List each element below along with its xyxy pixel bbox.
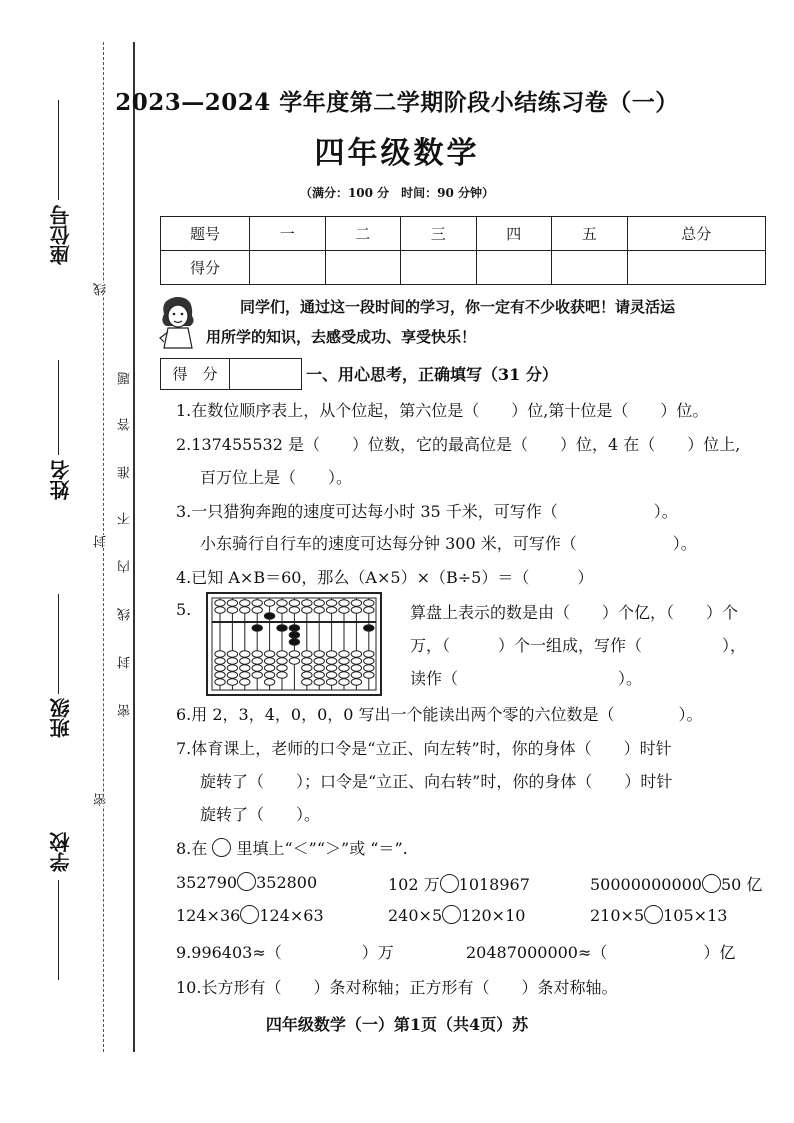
abacus-bead (314, 665, 324, 671)
abacus-bead (289, 600, 299, 606)
abacus-bead (264, 665, 274, 671)
abacus-bead (240, 600, 250, 606)
abacus-bead (264, 658, 274, 664)
score-table-cell: 二 (325, 217, 401, 251)
section-score-box (160, 358, 302, 390)
abacus-bead (215, 672, 225, 678)
compare-circle-input[interactable] (440, 874, 459, 893)
question-7-line-1: 7.体育课上，老师的口令是“立正、向左转”时，你的身体（ ）时针 (176, 739, 672, 758)
compare-circle-icon (212, 838, 231, 857)
abacus-bead (351, 651, 361, 657)
abacus-bead (215, 679, 225, 685)
abacus-bead (252, 665, 262, 671)
abacus-bead (326, 672, 336, 678)
abacus-bead (289, 632, 299, 638)
abacus-bead (326, 607, 336, 613)
abacus-bead (277, 600, 287, 606)
question-2-line-2: 百万位上是（ ）。 (200, 468, 353, 487)
abacus-bead (264, 672, 274, 678)
abacus-bead (264, 600, 274, 606)
abacus-bead (289, 639, 299, 645)
compare-right: 124×63 (259, 906, 324, 925)
question-8-instruction (176, 836, 408, 859)
question-4: 4.已知 A×B＝60，那么（A×5）×（B÷5）＝（ ） (176, 568, 594, 587)
score-blank[interactable] (627, 251, 765, 285)
compare-left: 210×5 (590, 906, 645, 925)
abacus-bead (252, 672, 262, 678)
abacus-bead (302, 665, 312, 671)
question-2-line-1: 2.137455532 是（ ）位数，它的最高位是（ ）位，4 在（ ）位上, (176, 435, 741, 454)
abacus-bead (215, 665, 225, 671)
question-3-line-1: 3.一只猎狗奔跑的速度可达每小时 35 千米，可写作（ ）。 (176, 502, 678, 521)
abacus-bead (314, 679, 324, 685)
compare-item (176, 872, 317, 892)
name-blank (58, 360, 59, 455)
abacus-bead (227, 672, 237, 678)
compare-item (388, 872, 530, 895)
question-8-suffix: 里填上“＜”“＞”或 “＝”. (236, 839, 408, 858)
abacus-bead (289, 625, 299, 631)
intro-text (206, 292, 770, 352)
question-5-line-2: 万，（ ）个一组成，写作（ ）， (410, 636, 747, 655)
compare-right: 120×10 (461, 906, 526, 925)
score-table-cell: 五 (552, 217, 628, 251)
abacus-bead (302, 658, 312, 664)
compare-left: 240×5 (388, 906, 443, 925)
seat-number-label: 座位号 (49, 205, 73, 265)
abacus-bead (364, 651, 374, 657)
abacus-bead (314, 672, 324, 678)
abacus-bead (277, 651, 287, 657)
question-1: 1.在数位顺序表上，从个位起，第六位是（ ）位,第十位是（ ）位。 (176, 401, 709, 420)
question-8-prefix: 8.在 (176, 839, 208, 858)
warning-char: 答 (118, 418, 133, 431)
abacus-bead (215, 658, 225, 664)
abacus-bead (364, 600, 374, 606)
compare-left: 50000000000 (590, 875, 702, 894)
abacus-bead (289, 651, 299, 657)
abacus-bead (240, 672, 250, 678)
score-table-cell: 一 (250, 217, 326, 251)
abacus-figure (206, 592, 382, 696)
abacus-bead (252, 658, 262, 664)
abacus-bead (351, 665, 361, 671)
abacus-bead (277, 658, 287, 664)
warning-char: 题 (118, 372, 133, 385)
abacus-bead (364, 607, 374, 613)
abacus-bead (240, 665, 250, 671)
class-label: 班级 (49, 698, 73, 738)
abacus-bead (240, 607, 250, 613)
abacus-bead (364, 625, 374, 631)
compare-circle-input[interactable] (644, 905, 663, 924)
score-blank[interactable] (401, 251, 477, 285)
abacus-bead (252, 651, 262, 657)
abacus-bead (227, 679, 237, 685)
name-label: 姓名 (49, 460, 73, 500)
score-table-cell: 题号 (161, 217, 250, 251)
compare-circle-input[interactable] (702, 874, 721, 893)
intro-line-1: 同学们，通过这一段时间的学习，你一定有不少收获吧！请灵活运 (240, 298, 676, 316)
section-score-label: 得 分 (161, 359, 230, 389)
abacus-bead (339, 651, 349, 657)
question-7-line-2: 旋转了（ ）；口令是“立正、向右转”时，你的身体（ ）时针 (200, 772, 673, 791)
warning-char: 密 (118, 704, 133, 717)
abacus-bead (302, 679, 312, 685)
score-blank[interactable] (325, 251, 401, 285)
score-table-cell: 总分 (627, 217, 765, 251)
abacus-bead (277, 607, 287, 613)
page-footer: 四年级数学（一）第1页（共4页）苏 (265, 1015, 529, 1034)
abacus-rods (215, 598, 374, 690)
question-9-part-2: 20487000000≈（ ）亿 (466, 943, 736, 962)
abacus-bead (351, 679, 361, 685)
abacus-bead (326, 658, 336, 664)
abacus-bead (252, 600, 262, 606)
score-table-cell: 四 (476, 217, 552, 251)
compare-item (388, 905, 525, 925)
compare-right: 1018967 (458, 875, 530, 894)
warning-char: 准 (118, 466, 133, 479)
abacus-bead (240, 679, 250, 685)
abacus-bead (339, 607, 349, 613)
score-table-header-row (161, 217, 766, 251)
score-blank[interactable] (476, 251, 552, 285)
abacus-bead (314, 607, 324, 613)
abacus-bead (351, 658, 361, 664)
abacus-bead (240, 658, 250, 664)
girl-cartoon-icon (156, 292, 200, 350)
question-10: 10.长方形有（ ）条对称轴；正方形有（ ）条对称轴。 (176, 978, 618, 997)
abacus-bead (364, 672, 374, 678)
question-3-line-2: 小东骑行自行车的速度可达每分钟 300 米，可写作（ ）。 (200, 534, 697, 553)
warning-char: 内 (118, 560, 133, 573)
compare-item (590, 905, 727, 925)
section-title: 一、用心思考，正确填写（31 分） (306, 365, 558, 384)
abacus-bead (277, 672, 287, 678)
abacus-bead (339, 658, 349, 664)
abacus-bead (289, 607, 299, 613)
abacus-bead (227, 600, 237, 606)
compare-right: 105×13 (663, 906, 728, 925)
exam-meta: （满分：100 分 时间：90 分钟） (299, 186, 495, 200)
abacus-bead (215, 651, 225, 657)
compare-circle-input[interactable] (240, 905, 259, 924)
question-5-number: 5. (176, 600, 192, 619)
abacus-bead (227, 651, 237, 657)
school-blank (58, 880, 59, 980)
exam-title: 2023—2024 学年度第二学期阶段小结练习卷（一） (115, 89, 679, 116)
abacus-bead (302, 672, 312, 678)
warning-char: 封 (118, 656, 133, 669)
abacus-bead (326, 679, 336, 685)
class-blank (58, 594, 59, 694)
compare-right: 352800 (256, 873, 318, 892)
abacus-bead (240, 651, 250, 657)
abacus-bead (289, 658, 299, 664)
intro-line-2: 用所学的知识，去感受成功、享受快乐！ (206, 328, 477, 346)
abacus-bead (302, 600, 312, 606)
abacus-bead (314, 600, 324, 606)
compare-circle-input[interactable] (237, 872, 256, 891)
exam-subject: 四年级数学 (314, 136, 480, 171)
abacus-bead (351, 600, 361, 606)
abacus-bead (339, 665, 349, 671)
compare-left: 352790 (176, 873, 238, 892)
question-9-part-1: 9.996403≈（ ）万 (176, 943, 394, 962)
school-label: 学校 (49, 832, 73, 872)
abacus-bead (302, 607, 312, 613)
compare-circle-input[interactable] (442, 905, 461, 924)
compare-item (590, 872, 762, 895)
seal-secret-char: 密 (94, 793, 109, 806)
abacus-bead (339, 672, 349, 678)
abacus-bead (227, 658, 237, 664)
abacus-bead (227, 607, 237, 613)
abacus-bead (264, 613, 274, 619)
abacus-bead (252, 607, 262, 613)
abacus-bead (326, 600, 336, 606)
score-table (160, 216, 766, 285)
abacus-bead (277, 665, 287, 671)
abacus-bead (351, 607, 361, 613)
warning-char: 线 (118, 608, 133, 621)
warning-char: 不 (118, 512, 133, 525)
abacus-bead (326, 651, 336, 657)
abacus-bead (302, 651, 312, 657)
abacus-bead (264, 651, 274, 657)
compare-right: 50 亿 (720, 875, 763, 894)
score-table-score-row (161, 251, 766, 285)
abacus-bead (264, 679, 274, 685)
compare-left: 102 万 (388, 875, 440, 894)
seal-seal-char: 封 (94, 535, 109, 548)
abacus-bead (339, 600, 349, 606)
question-5-line-3: 读作（ ）。 (410, 669, 643, 688)
compare-item (176, 905, 324, 925)
abacus-bead (314, 658, 324, 664)
score-table-cell: 三 (401, 217, 477, 251)
abacus-bead (252, 625, 262, 631)
abacus-bead (364, 665, 374, 671)
abacus-bead (351, 672, 361, 678)
abacus-bead (227, 665, 237, 671)
question-6: 6.用 2，3，4，0，0，0 写出一个能读出两个零的六位数是（ ）。 (176, 705, 703, 724)
abacus-bead (339, 679, 349, 685)
score-blank[interactable] (552, 251, 628, 285)
question-7-line-3: 旋转了（ ）。 (200, 805, 321, 824)
seal-line-char: 线 (94, 283, 109, 296)
question-5-line-1: 算盘上表示的数是由（ ）个亿，（ ）个 (410, 603, 739, 622)
score-blank[interactable] (250, 251, 326, 285)
abacus-bead (215, 600, 225, 606)
abacus-bead (364, 658, 374, 664)
abacus-bead (277, 625, 287, 631)
compare-left: 124×36 (176, 906, 241, 925)
score-table-cell: 得分 (161, 251, 250, 285)
abacus-bead (326, 665, 336, 671)
abacus-bead (215, 607, 225, 613)
abacus-bead (314, 651, 324, 657)
